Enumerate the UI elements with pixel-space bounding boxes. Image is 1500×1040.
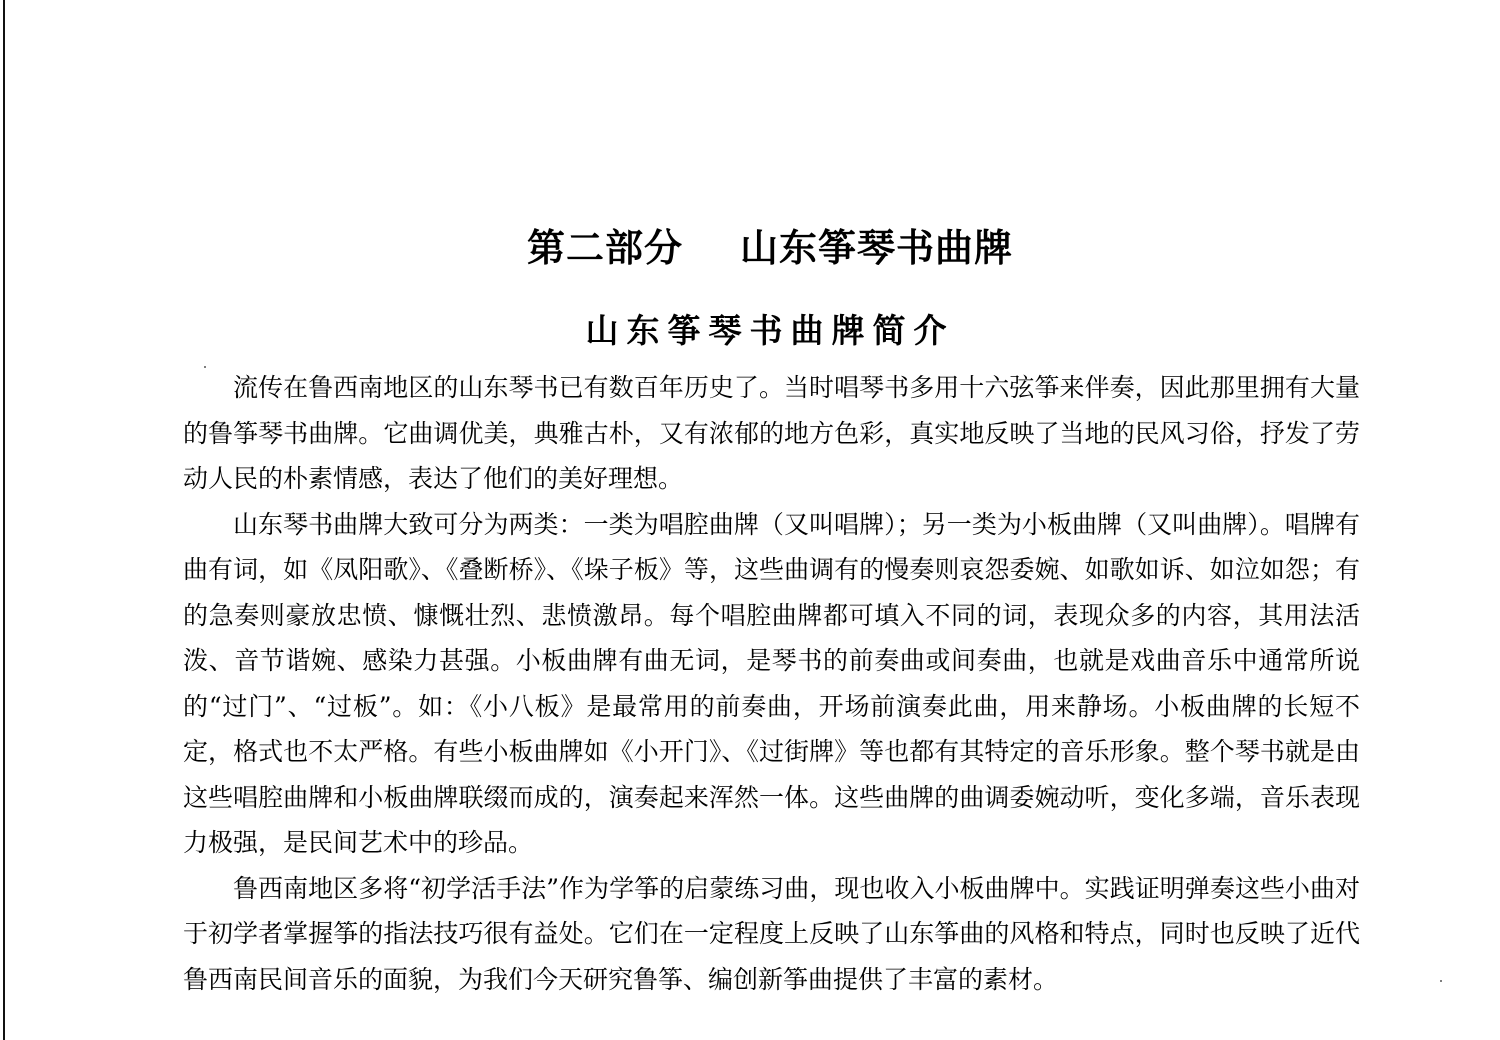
paragraph: 流传在鲁西南地区的山东琴书已有数百年历史了。当时唱琴书多用十六弦筝来伴奏，因此那里拥有大量的鲁筝琴书曲牌。它曲调优美，典雅古朴，又有浓郁的地方色彩，真实地反映了当地的民风习俗，抒发了劳动人民的朴素情感，表达了他们的美好理想。	[183, 373, 1360, 493]
part-title: 第二部分 山东筝琴书曲牌	[527, 225, 1013, 271]
scan-speck	[1440, 980, 1442, 982]
scan-page-edge	[3, 0, 5, 1040]
paragraph: 山东琴书曲牌大致可分为两类：一类为唱腔曲牌（又叫唱牌）；另一类为小板曲牌（又叫曲牌）。唱牌有曲有词，如《凤阳歌》、《叠断桥》、《垛子板》等，这些曲调有的慢奏则哀怨委婉、如歌如诉、如泣如怨；有的急奏则豪放忠愤、慷慨壮烈、悲愤激昂。每个唱腔曲牌都可填入不同的词，表现众多的内容，其用法活泼、音节谐婉、感染力甚强。小板曲牌有曲无词，是琴书的前奏曲或间奏曲，也就是戏曲音乐中通常所说的“过门”、“过板”。如：《小八板》是最常用的前奏曲，开场前演奏此曲，用来静场。小板曲牌的长短不定，格式也不太严格。有些小板曲牌如《小开门》、《过街牌》等也都有其特定的音乐形象。整个琴书就是由这些唱腔曲牌和小板曲牌联缀而成的，演奏起来浑然一体。这些曲牌的曲调委婉动听，变化多端，音乐表现力极强，是民间艺术中的珍品。	[183, 509, 1360, 857]
body-text	[183, 365, 1360, 1002]
section-title: 山东筝琴书曲牌简介	[585, 311, 955, 351]
paragraph: 鲁西南地区多将“初学活手法”作为学筝的启蒙练习曲，现也收入小板曲牌中。实践证明弹奏这些小曲对于初学者掌握筝的指法技巧很有益处。它们在一定程度上反映了山东筝曲的风格和特点，同时也反映了近代鲁西南民间音乐的面貌，为我们今天研究鲁筝、编创新筝曲提供了丰富的素材。	[183, 873, 1360, 994]
